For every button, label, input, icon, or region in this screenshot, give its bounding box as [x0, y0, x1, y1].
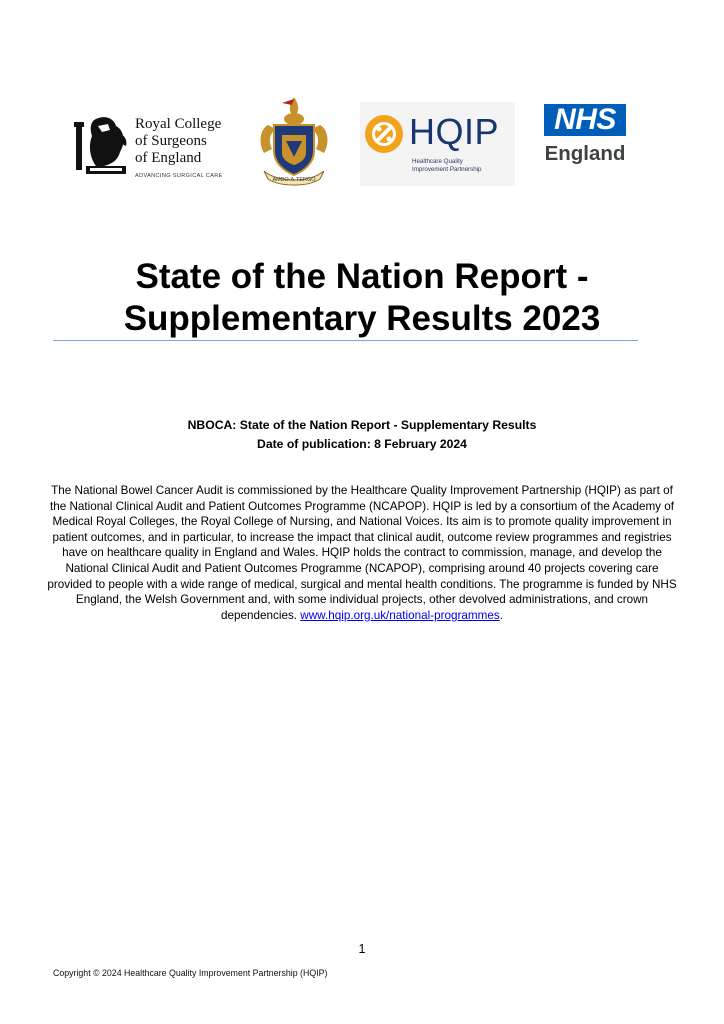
nhs-region-label: England — [544, 142, 626, 165]
hqip-subtitle-line-1: Healthcare Quality — [412, 158, 463, 165]
coat-of-arms-icon — [254, 95, 334, 187]
page-number: 1 — [358, 942, 366, 956]
rcs-tagline: ADVANCING SURGICAL CARE — [135, 173, 223, 179]
hqip-wordmark: HQIP — [409, 111, 500, 152]
commissioning-statement — [44, 483, 680, 623]
rcs-line-2: of Surgeons — [135, 133, 207, 149]
title-divider — [53, 340, 638, 341]
nhs-box: NHS — [544, 104, 626, 136]
rcs-line-1: Royal College — [135, 116, 222, 132]
acp-crest-logo — [254, 95, 334, 187]
hqip-programmes-link[interactable]: www.hqip.org.uk/national-programmes — [300, 608, 500, 622]
hqip-mark-icon — [364, 114, 404, 154]
link-suffix: . — [499, 608, 503, 622]
rcs-crest-icon — [74, 112, 130, 176]
nhs-england-logo — [542, 104, 628, 170]
hqip-logo — [360, 102, 515, 186]
title-line-1: State of the Nation Report - — [135, 257, 589, 296]
publication-date: Date of publication: 8 February 2024 — [257, 437, 467, 451]
rcs-wordmark — [135, 116, 227, 179]
copyright-footer: Copyright © 2024 Healthcare Quality Improvement Partnership (HQIP) — [53, 968, 328, 978]
logo-banner — [0, 0, 724, 200]
hqip-subtitle-line-2: Improvement Partnership — [412, 165, 482, 173]
hqip-subtitle — [412, 158, 481, 173]
acp-motto: AMBO·A·TERGO — [272, 177, 316, 183]
title-line-2: Supplementary Results 2023 — [123, 299, 601, 338]
commissioning-body: The National Bowel Cancer Audit is commissioned by the Healthcare Quality Improvement Partnership (HQIP) as part of the National Clinical Audit and Patient Outcomes Programme (NCAPOP). HQIP is led by a consortium of the Academy of Medical Royal Colleges, the Royal College of Nursing, and National Voices. Its aim is to promote quality improvement in patient outcomes, and in particular, to increase the impact that clinical audit, outcome review programmes and registries have on healthcare quality in England and Wales. HQIP holds the contract to commission, manage, and develop the National Clinical Audit and Patient Outcomes Programme (NCAPOP), comprising around 40 projects covering care provided to people with a wide range of medical, surgical and mental health conditions. The programme is funded by NHS England, the Welsh Government and, with some individual projects, other devolved administrations, and crown dependencies. — [47, 484, 677, 622]
report-subheading — [40, 416, 684, 454]
rcs-logo — [74, 112, 224, 178]
page-title — [40, 256, 684, 340]
rcs-line-3: of England — [135, 150, 202, 166]
report-subtitle: NBOCA: State of the Nation Report - Supplementary Results — [187, 418, 537, 432]
